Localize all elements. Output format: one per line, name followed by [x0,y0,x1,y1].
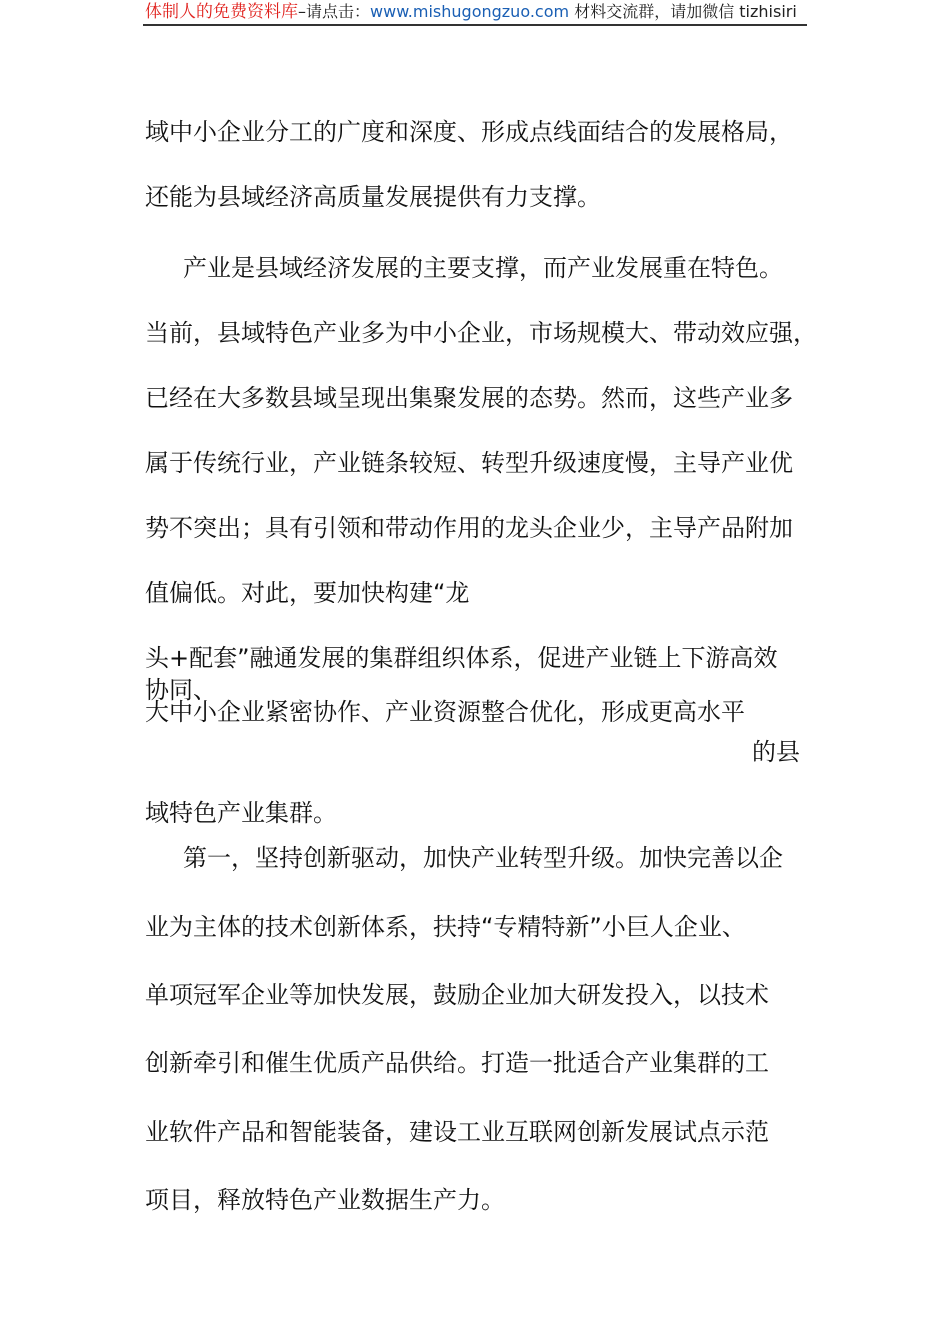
header-contact-text: 材料交流群，请加微信 tizhisiri [574,2,797,21]
header-brand: 体制人的免费资料库 [145,2,298,22]
header-prompt: –请点击： [298,2,371,21]
body-line: 已经在大多数县域呈现出集聚发展的态势。然而，这些产业多 [145,384,793,412]
paragraph-start-line: 第一，坚持创新驱动，加快产业转型升级。加快完善以企 [183,844,783,872]
body-line: 协同、 [145,676,217,704]
body-line: 势不突出；具有引领和带动作用的龙头企业少，主导产品附加 [145,514,793,542]
header-divider [143,24,807,26]
body-line: 域中小企业分工的广度和深度、形成点线面结合的发展格局， [145,118,793,146]
body-line: 业软件产品和智能装备，建设工业互联网创新发展试点示范 [145,1118,769,1146]
body-line: 属于传统行业，产业链条较短、转型升级速度慢，主导产业优 [145,449,793,477]
body-line-right: 的县 [752,738,800,766]
body-line: 头+配套”融通发展的集群组织体系，促进产业链上下游高效 [145,644,778,672]
body-line: 业为主体的技术创新体系，扶持“专精特新”小巨人企业、 [145,913,746,941]
body-line: 项目，释放特色产业数据生产力。 [145,1186,505,1214]
body-line: 域特色产业集群。 [145,799,337,827]
body-line: 值偏低。对此，要加快构建“龙 [145,579,470,607]
paragraph-start-line: 产业是县域经济发展的主要支撑，而产业发展重在特色。 [183,254,783,282]
body-line: 创新牵引和催生优质产品供给。打造一批适合产业集群的工 [145,1049,769,1077]
header-website-link[interactable]: www.mishugongzuo.com [370,2,570,21]
body-line: 单项冠军企业等加快发展，鼓励企业加大研发投入，以技术 [145,981,769,1009]
body-line: 大中小企业紧密协作、产业资源整合优化，形成更高水平 [145,698,745,726]
page-header-banner [145,2,807,24]
body-line: 还能为县域经济高质量发展提供有力支撑。 [145,183,601,211]
body-line: 当前，县域特色产业多为中小企业，市场规模大、带动效应强， [145,319,817,347]
